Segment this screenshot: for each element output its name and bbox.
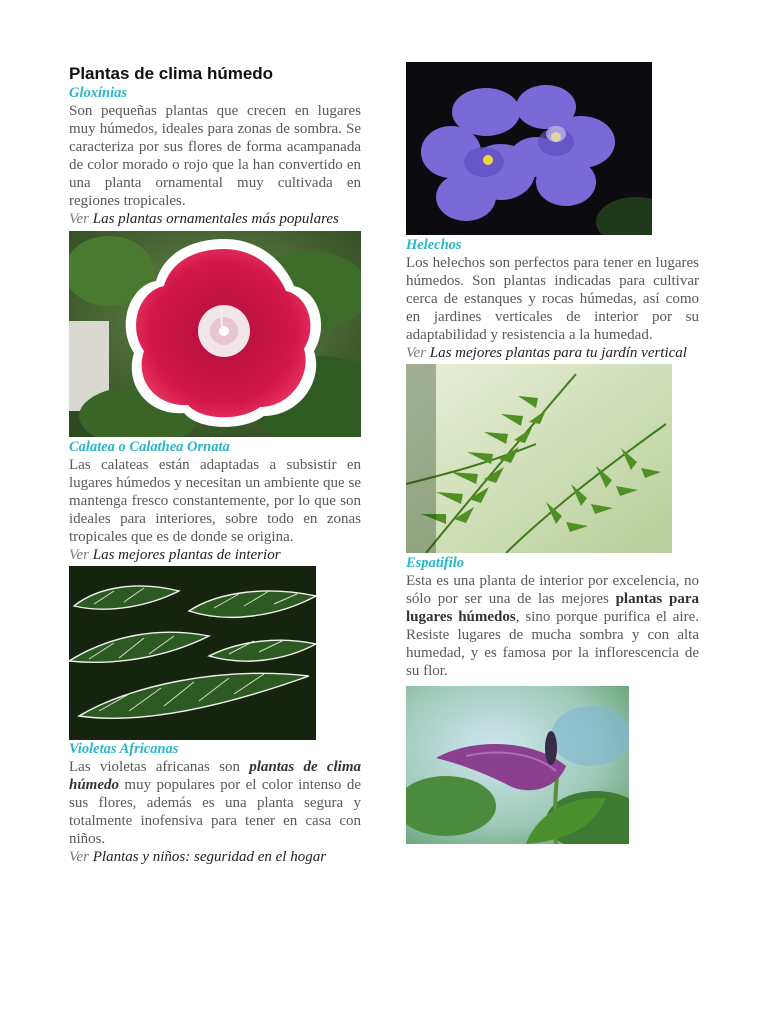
- violetas-text-start: Las violetas africanas son: [69, 759, 250, 775]
- paragraph-violetas: [69, 758, 361, 848]
- section-title-violetas: Violetas Africanas: [69, 741, 179, 757]
- see-also-calatea: [69, 546, 361, 564]
- espatifilo-text-bold: plantas para lugares húmedos: [406, 591, 699, 625]
- image-gloxinia-flower: [69, 231, 361, 437]
- paragraph-helechos: Los helechos son perfectos para tener en lugares húmedos. Son plantas indicadas para cultivar cerca de estanques y rocas húmedas, así como en jardines verticales de interior por su adaptabilidad y resistencia a la humedad.: [406, 255, 699, 343]
- section-title-helechos: Helechos: [406, 237, 462, 253]
- image-calathea-leaves: [69, 566, 316, 740]
- section-title-gloxinias: Gloxínias: [69, 85, 128, 101]
- left-column: [69, 62, 361, 866]
- image-spathiphyllum-flower: [406, 686, 629, 844]
- right-column: [406, 62, 699, 844]
- link-vertical-garden[interactable]: Las mejores plantas para tu jardín vertical: [429, 345, 687, 361]
- violetas-text-end: muy populares por el color intenso de sus flores, además es una planta segura y totalmente inofensiva para tener en casa con niños.: [69, 777, 361, 847]
- see-also-violetas: [69, 848, 361, 866]
- section-title-calatea: Calatea o Calathea Ornata: [69, 439, 230, 455]
- paragraph-gloxinias: Son pequeñas plantas que crecen en lugares muy húmedos, ideales para zonas de sombra. Se caracteriza por sus flores de forma acampanada de color morado o rojo que la han convertido en una planta ornamental muy cultivada en regiones tropicales.: [69, 103, 361, 209]
- see-also-prefix: Ver: [406, 345, 426, 361]
- see-also-helechos: [406, 344, 699, 362]
- violetas-text-emphasis: plantas de clima húmedo: [69, 759, 361, 793]
- see-also-prefix: Ver: [69, 547, 89, 563]
- image-african-violets: [406, 62, 652, 235]
- page-title: Plantas de clima húmedo: [69, 64, 274, 83]
- paragraph-espatifilo: [406, 572, 699, 680]
- link-indoor-plants[interactable]: Las mejores plantas de interior: [92, 547, 281, 563]
- see-also-gloxinias: [69, 210, 361, 228]
- image-ferns: [406, 364, 672, 553]
- link-ornamental-plants[interactable]: Las plantas ornamentales más populares: [92, 211, 339, 227]
- espatifilo-text-start: Esta es una planta de interior por excelencia, no sólo por ser una de las mejores: [406, 573, 699, 607]
- paragraph-calatea: Las calateas están adaptadas a subsistir en lugares húmedos y necesitan un ambiente que se mantenga fresco constantemente, por lo que son ideales para interiores, sobre todo en zonas tropicales que es de donde se origina.: [69, 457, 361, 545]
- see-also-prefix: Ver: [69, 849, 89, 865]
- espatifilo-text-end: , sino porque purifica el aire. Resiste lugares de mucha sombra y con alta humedad, y es famosa por la inflorescencia de su flor.: [406, 609, 699, 679]
- section-title-espatifilo: Espatifilo: [406, 555, 465, 571]
- link-plants-and-children[interactable]: Plantas y niños: seguridad en el hogar: [92, 849, 327, 865]
- see-also-prefix: Ver: [69, 211, 89, 227]
